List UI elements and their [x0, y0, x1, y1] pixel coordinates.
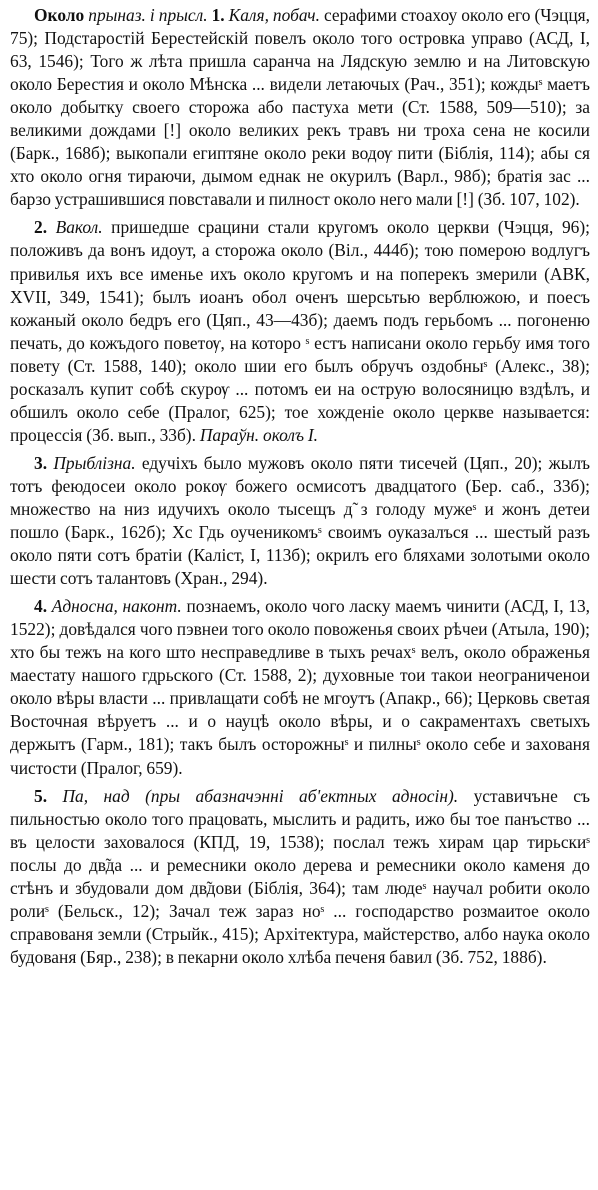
sense-text: едучіхъ было мужовъ около пяти тисечей (Цяп., 20); жылъ тотъ феюдосеи около рокѹ божего осмисотъ двадцатого (Бер. саб., 33б); множество на низ идучихъ около тысещъ д̃ з голоду мужеˢ и жонъ детеи пошло (Барк., 162б); Хс Гдь оученикомъˢ своимъ оуказалъся ... шестый разъ около пяти сотъ братіи (Каліст, I, 113б); окрилъ его бляхами золотыми около шести сотъ талантовъ (Хран., 294). — [10, 452, 590, 589]
sense-number: 5. — [34, 785, 48, 806]
sense-number: 1. — [211, 5, 225, 25]
sense-gloss: Прыблізна. — [53, 452, 136, 473]
sense-text: познаемъ, около чого ласку маемъ чинити (АСД, I, 13, 1522); довѣдался чого пэвнеи того около повоженья своих рѣчеи (Атыла, 190); хто бы тежъ на кого што несправедливе в тыхъ речахˢ велъ, около ображенья маестату нашого гдрьского (Ст. 1588, 2); духовные тои такои неограниченои около вѣры власти ... привлащати собѣ не мгоутъ (Апакр., 66); Церковь светая Восточная вѣруетъ ... и о науцѣ около вѣры, и о сакраментахъ светыхъ держытъ (Гарм., 181); такъ былъ осторожныˢ и пилныˢ около себе и захованя чистости (Пралог, 659). — [10, 596, 590, 778]
headword: Около — [34, 5, 85, 25]
sense-3 — [10, 452, 590, 590]
sense-5 — [10, 785, 590, 969]
sense-number: 3. — [34, 452, 48, 473]
sense-gloss: Адносна, наконт. — [51, 596, 182, 617]
sense-gloss: Па, над (пры абазначэнні аб'ектных адносін). — [62, 785, 459, 806]
sense-text: серафими стоахоу около его (Чэцця, 75); Подстаростій Берестейскій повелъ около того островка управо (АСД, I, 63, 1546); Того ж лѣта пришла саранча на Лядскую землю и на Литовскую около Берестия и около Мѣнска ... видели летаючых (Рач., 351); кождыˢ маетъ около добытку своего сторожа або пастуха мети (Ст. 1588, 509—510); за великими дождами [!] около великих рекъ травъ ни троха сена не косили (Барк., 168б); выкопали египтяне около реки водѹ пити (Біблія, 114); абы ся хто около огня тираючи, дымом еднак не окурилъ (Варл., 98б); братія зас ... барзо устрашившися повставали и пилност около него мали [!] (Зб. 107, 102). — [10, 5, 590, 210]
sense-1 — [10, 4, 590, 211]
sense-text: пришедше срацини стали кругомъ около церкви (Чэцця, 96); положивъ да вонъ идоут, а сторожа около (Віл., 444б); тою померою водлугъ привилья ихъ все именье ихъ около кругомъ и на поперекъ змерили (АВК, XVII, 349, 1541); былъ иоанъ обол оченъ шерсьтью верблюжою, и поесъ кожаный около бедръ его (Цяп., 43—43б); даемъ подъ герьбомъ ... погоненю печать, до кожъдого поветѹ, на которо ˢ естъ написани около герьбу имя того повету (Ст. 1588, 140); около шии его былъ обручъ оздобныˢ (Алекс., 38); росказалъ купит собѣ скурѹ ... потомъ еи на острую волосяницю вздѣлъ, и обшилъ около себе (Пралог, 625); тое хожденіе около церкве называется: процессія (Зб. вып., 33б). — [10, 217, 590, 445]
sense-2 — [10, 216, 590, 446]
sense-number: 4. — [34, 596, 48, 617]
sense-gloss: Вакол. — [55, 217, 103, 238]
sense-4 — [10, 595, 590, 779]
cross-reference: Параўн. околъ I. — [199, 424, 319, 445]
grammar-label: прыназ. і прысл. — [88, 5, 208, 25]
sense-gloss: Каля, побач. — [228, 5, 320, 25]
sense-text: уставичъне съ пильностью около того працовать, мыслить и радить, ижо бы тое панъство ... въ целости заховалося (КПД, 19, 1538); послал тежъ хирам цар тирьскиˢ послы до дв̃да ... и ремесники около дерева и ремесники около каменя до стѣнъ и збудовали дом дв̃дови (Біблія, 364); там людеˢ научал робити около ролиˢ (Бельск., 12); Зачал теж зараз ноˢ ... господарство розмаитое около справованя земли (Стрыйк., 415); Архітектура, майстерство, албо наука около будованя (Бяр., 238); в пекарни около хлѣба печеня бавил (Зб. 752, 188б). — [10, 785, 590, 967]
sense-number: 2. — [34, 217, 48, 238]
